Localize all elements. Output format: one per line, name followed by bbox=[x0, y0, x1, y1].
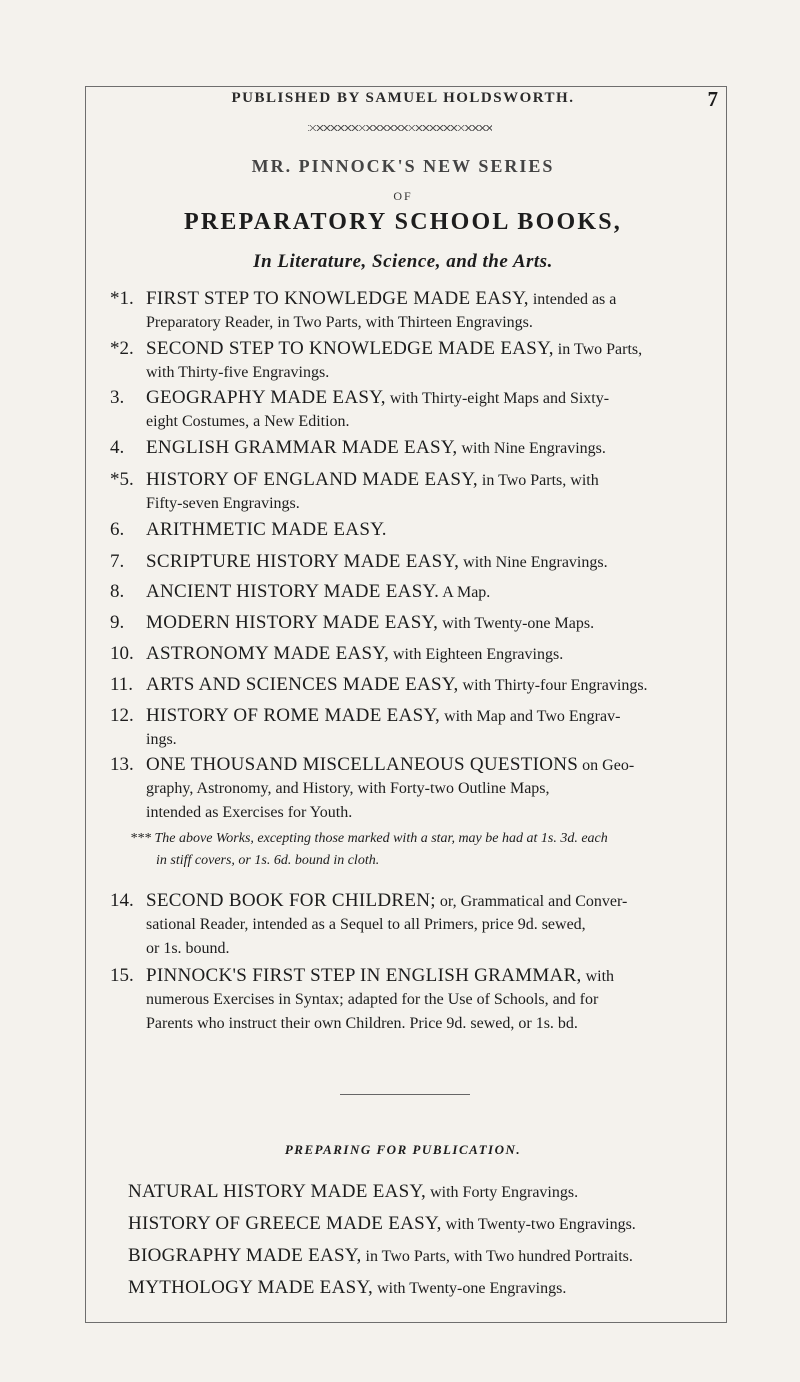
list-item: 13. ONE THOUSAND MISCELLANEOUS QUESTIONS on Geo- graphy, Astronomy, and History, with Forty-two Outline Maps, intended as Exercises for Youth. bbox=[110, 754, 635, 821]
list-item: 7. SCRIPTURE HISTORY MADE EASY, with Nine Engravings. bbox=[110, 551, 608, 572]
list-item: 10. ASTRONOMY MADE EASY, with Eighteen Engravings. bbox=[110, 643, 564, 664]
list-item: 12. HISTORY OF ROME MADE EASY, with Map and Two Engrav- ings. bbox=[110, 705, 621, 748]
list-item: 8. ANCIENT HISTORY MADE EASY. A Map. bbox=[110, 581, 491, 602]
running-head bbox=[88, 87, 718, 120]
price-note: *** The above Works, excepting those marked with a star, may be had at 1s. 3d. each in stiff covers, or 1s. 6d. bound in cloth. bbox=[130, 831, 608, 868]
decorative-rule bbox=[308, 125, 492, 131]
list-item: *2. SECOND STEP TO KNOWLEDGE MADE EASY, in Two Parts, with Thirty-five Engravings. bbox=[110, 338, 643, 381]
main-title: PREPARATORY SCHOOL BOOKS, bbox=[184, 209, 622, 235]
publisher-line: PUBLISHED BY SAMUEL HOLDSWORTH. bbox=[231, 90, 575, 106]
list-item: 4. ENGLISH GRAMMAR MADE EASY, with Nine Engravings. bbox=[110, 437, 606, 458]
list-item: 14. SECOND BOOK FOR CHILDREN; or, Grammatical and Conver- sational Reader, intended as a Sequel to all Primers, price 9d. sewed, or 1s. bound. bbox=[110, 890, 628, 957]
list-item: 11. ARTS AND SCIENCES MADE EASY, with Thirty-four Engravings. bbox=[110, 674, 648, 695]
list-item: HISTORY OF GREECE MADE EASY, with Twenty-two Engravings. bbox=[128, 1213, 636, 1234]
list-item: NATURAL HISTORY MADE EASY, with Forty Engravings. bbox=[128, 1181, 579, 1202]
list-item: *1. FIRST STEP TO KNOWLEDGE MADE EASY, intended as a Preparatory Reader, in Two Parts, with Thirteen Engravings. bbox=[110, 288, 617, 331]
list-item: 6. ARITHMETIC MADE EASY. bbox=[110, 519, 387, 540]
list-item: MYTHOLOGY MADE EASY, with Twenty-one Engravings. bbox=[128, 1277, 567, 1298]
section-divider bbox=[340, 1094, 470, 1095]
subtitle: In Literature, Science, and the Arts. bbox=[253, 251, 553, 272]
preparing-heading: PREPARING FOR PUBLICATION. bbox=[284, 1142, 522, 1157]
series-title: MR. PINNOCK'S NEW SERIES bbox=[251, 156, 555, 176]
list-item: *5. HISTORY OF ENGLAND MADE EASY, in Two Parts, with Fifty-seven Engravings. bbox=[110, 469, 599, 512]
list-item: 9. MODERN HISTORY MADE EASY, with Twenty-one Maps. bbox=[110, 612, 595, 633]
of-text: OF bbox=[393, 189, 413, 203]
list-item: 3. GEOGRAPHY MADE EASY, with Thirty-eight Maps and Sixty- eight Costumes, a New Edition. bbox=[110, 387, 610, 430]
list-item: 15. PINNOCK'S FIRST STEP IN ENGLISH GRAMMAR, with numerous Exercises in Syntax; adapted for the Use of Schools, and for Parents who instruct their own Children. Price 9d. sewed, or 1s. bd. bbox=[110, 965, 615, 1032]
list-item: BIOGRAPHY MADE EASY, in Two Parts, with Two hundred Portraits. bbox=[128, 1245, 633, 1266]
page-number: 7 bbox=[707, 87, 718, 111]
